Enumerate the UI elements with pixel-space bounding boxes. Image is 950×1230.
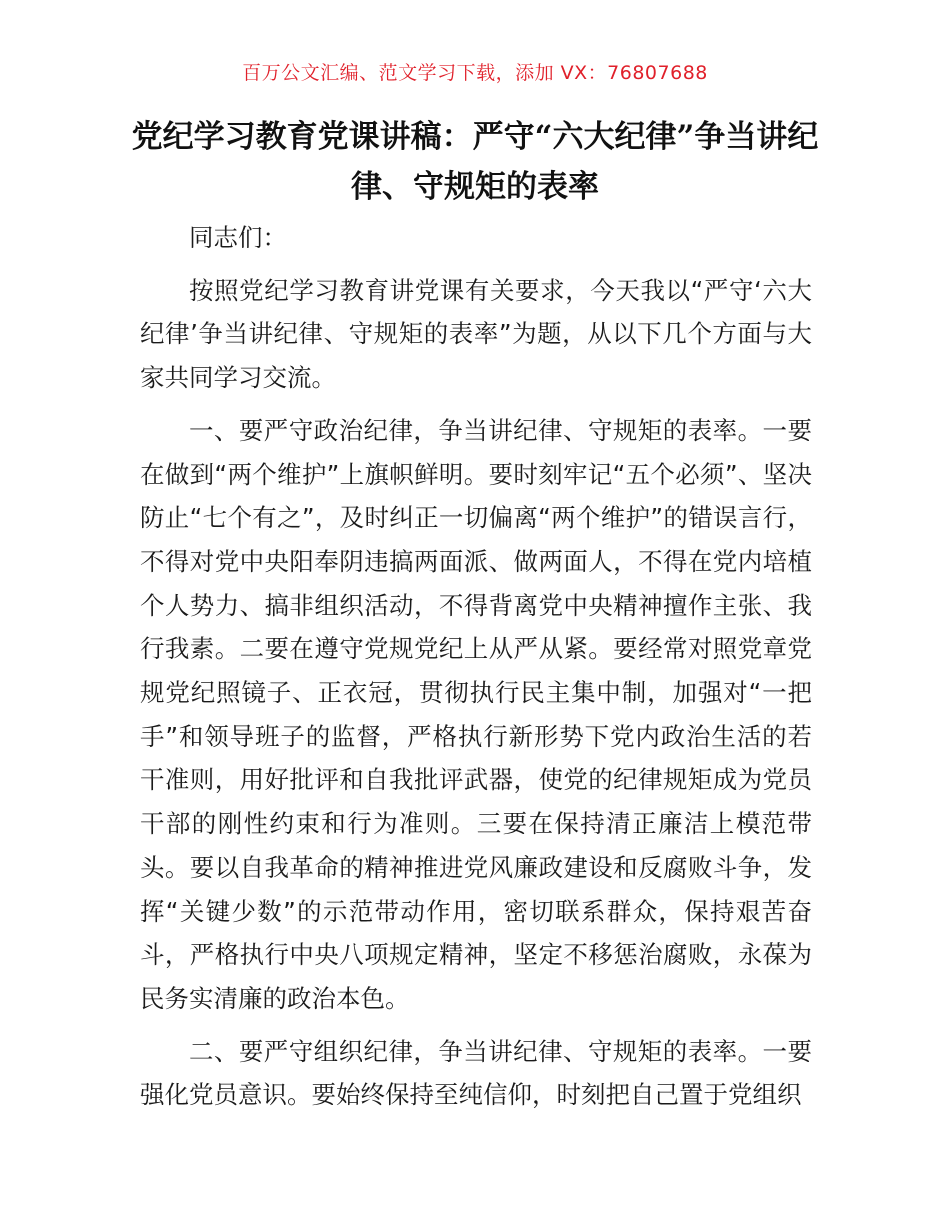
paragraph-salutation: 同志们： [189,223,287,252]
document-body [140,216,812,1126]
paragraph-section-one: 一、要严守政治纪律，争当讲纪律、守规矩的表率。一要在做到“两个维护”上旗帜鲜明。要时刻牢记“五个必须”、坚决防止“七个有之”，及时纠正一切偏离“两个维护”的错误言行，不得对党中央阳奉阴违搞两面派、做两面人，不得在党内培植个人势力、搞非组织活动，不得背离党中央精神擅作主张、我行我素。二要在遵守党规党纪上从严从紧。要经常对照党章党规党纪照镜子、正衣冠，贯彻执行民主集中制，加强对“一把手”和领导班子的监督，严格执行新形势下党内政治生活的若干准则，用好批评和自我批评武器，使党的纪律规矩成为党员干部的刚性约束和行为准则。三要在保持清正廉洁上模范带头。要以自我革命的精神推进党风廉政建设和反腐败斗争，发挥“关键少数”的示范带动作用，密切联系群众，保持艰苦奋斗，严格执行中央八项规定精神，坚定不移惩治腐败，永葆为民务实清廉的政治本色。 [140,415,812,1013]
paragraph-intro: 按照党纪学习教育讲党课有关要求，今天我以“严守‘六大纪律’争当讲纪律、守规矩的表率”为题，从以下几个方面与大家共同学习交流。 [140,275,812,393]
page-title: 党纪学习教育党课讲稿：严守“六大纪律”争当讲纪律、守规矩的表率 [131,119,819,205]
paragraph-section-two: 二、要严守组织纪律，争当讲纪律、守规矩的表率。一要强化党员意识。要始终保持至纯信仰，时刻把自己置于党组织 [140,1036,812,1110]
header-note: 百万公文汇编、范文学习下载，添加 VX：76807688 [242,62,708,84]
